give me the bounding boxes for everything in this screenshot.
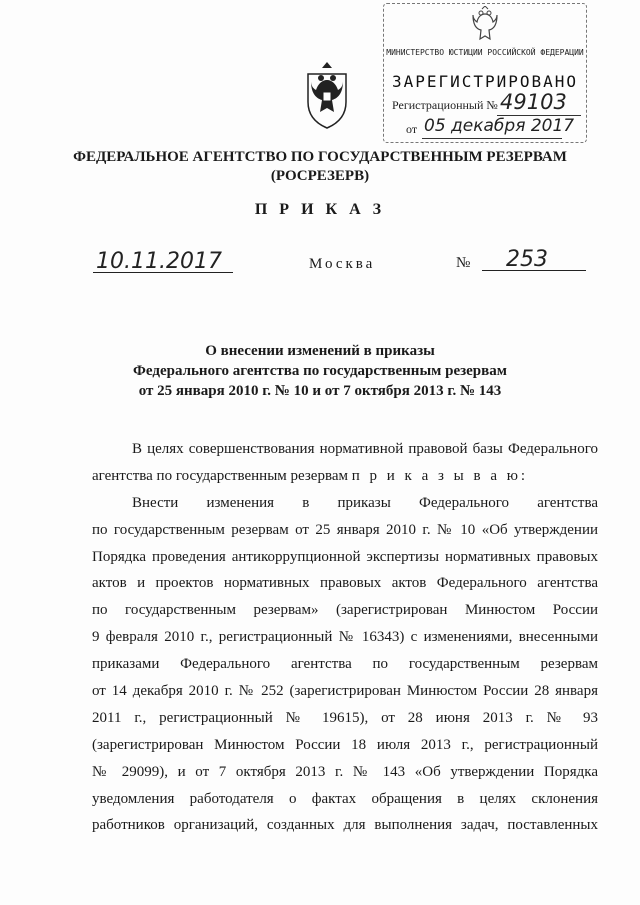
stamp-regno-label: Регистрационный №: [392, 98, 498, 112]
stamp-registered: ЗАРЕГИСТРИРОВАНО: [391, 72, 579, 91]
body-line: от 14 декабря 2010 г. № 252 (зарегистрирован Минюстом России 28 января: [92, 683, 598, 700]
agency-name: [0, 148, 640, 186]
subject-line-1: О внесении изменений в приказы: [205, 343, 435, 359]
order-city: Москва: [309, 256, 376, 272]
body-line: (зарегистрирован Минюстом России 18 июля 2013 г., регистрационный: [92, 736, 598, 753]
agency-line-2: (РОСРЕЗЕРВ): [270, 168, 370, 184]
subject-line-2: Федерального агентства по государственным резервам: [133, 363, 507, 379]
order-subject: [100, 341, 540, 401]
body-line: актов и проектов нормативных правовых актов Федерального агентства: [92, 575, 598, 592]
stamp-date-underline: [422, 138, 562, 139]
order-date-underline: [93, 272, 233, 273]
stamp-emblem-icon: [467, 6, 503, 48]
body-line: Внести изменения в приказы Федерального агентства: [132, 494, 598, 511]
agency-line-1: ФЕДЕРАЛЬНОЕ АГЕНТСТВО ПО ГОСУДАРСТВЕННЫМ РЕЗЕРВАМ: [73, 149, 567, 165]
body-line: № 29099), и от 7 октября 2013 г. № 143 «Об утверждении Порядка: [92, 763, 598, 780]
body-line: 2011 г., регистрационный № 19615), от 28 июня 2013 г. № 93: [92, 709, 598, 726]
body-line: работников организаций, созданных для выполнения задач, поставленных: [92, 817, 598, 834]
body-line: [92, 463, 598, 490]
order-title: П Р И К А З: [254, 201, 386, 218]
order-number-sign: №: [456, 255, 471, 271]
stamp-regno: 49103: [500, 90, 567, 114]
order-number-underline: [482, 270, 586, 271]
body-line: В целях совершенствования нормативной правовой базы Федерального: [132, 441, 598, 457]
registration-stamp: [383, 3, 587, 143]
body-line: по государственным резервам» (зарегистрирован Минюстом России: [92, 602, 598, 619]
stamp-ministry: МИНИСТЕРСТВО ЮСТИЦИИ РОССИЙСКОЙ ФЕДЕРАЦИИ: [386, 48, 584, 57]
subject-line-3: от 25 января 2010 г. № 10 и от 7 октября 2013 г. № 143: [138, 383, 502, 399]
stamp-date-label: от: [406, 122, 418, 136]
order-body: [92, 436, 598, 839]
body-line: приказами Федерального агентства по государственным резервам: [92, 656, 598, 673]
body-line: Порядка проведения антикоррупционной экспертизы нормативных правовых: [92, 548, 598, 565]
body-line: уведомления работодателя о фактах обращения в целях склонения: [92, 790, 598, 807]
order-verb: п р и к а з ы в а ю:: [351, 467, 529, 484]
body-line: по государственным резервам от 25 января 2010 г. № 10 «Об утверждении: [92, 521, 598, 538]
body-text-fragment: агентства по государственным резервам: [92, 467, 348, 484]
stamp-date: 05 декабря 2017: [424, 116, 575, 136]
body-line: 9 февраля 2010 г., регистрационный № 16343) с изменениями, внесенными: [92, 629, 598, 646]
coat-of-arms-icon: [302, 58, 352, 130]
order-date: 10.11.2017: [96, 249, 222, 274]
order-number: 253: [506, 247, 548, 272]
